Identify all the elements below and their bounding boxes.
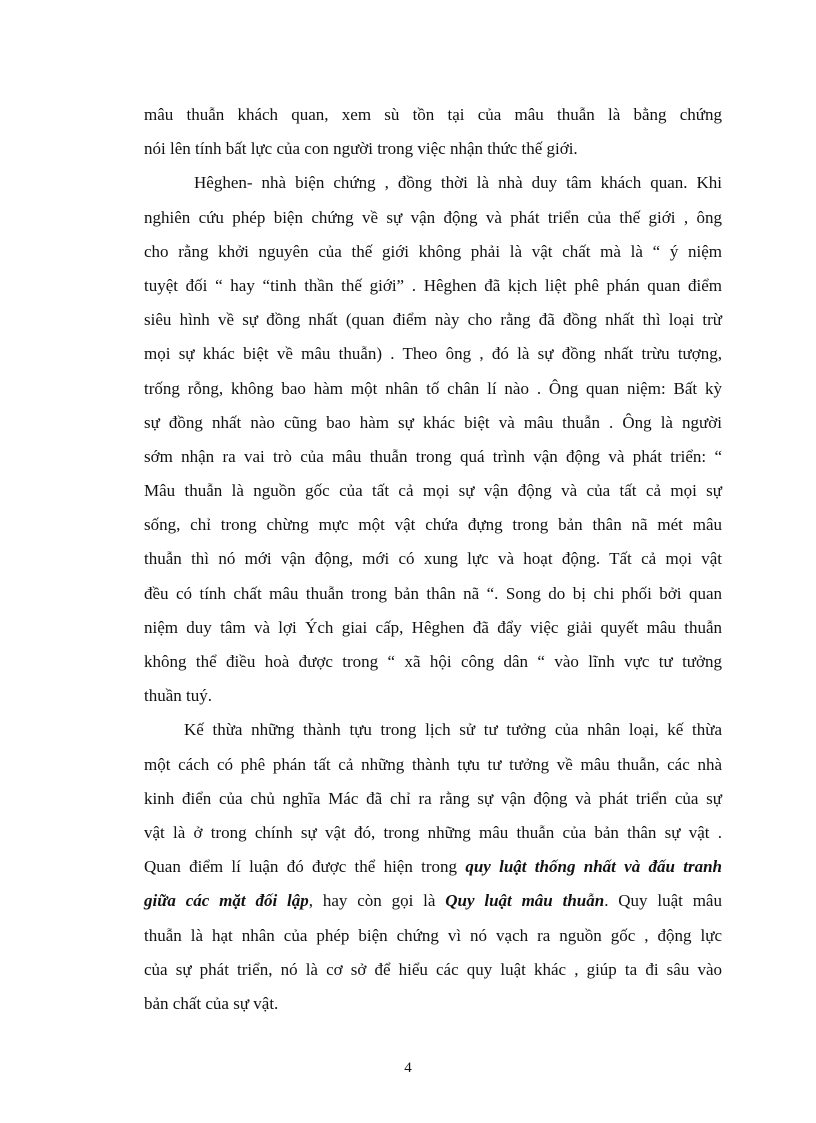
text-run: sống, chỉ trong chừng mực một vật chứa đựng trong bản thân nã mét mâu [144, 515, 722, 535]
text-run: . Quy luật mâu [604, 891, 722, 911]
text-run: bản chất của sự vật. [144, 993, 279, 1013]
text-run: Hêghen- nhà biện chứng , đồng thời là nhà duy tâm khách quan. Khi [194, 173, 722, 193]
text-run: Mâu thuẫn là nguồn gốc của tất cả mọi sự vận động và của tất cả mọi sự [144, 481, 722, 501]
text-line [144, 269, 722, 303]
text-line [144, 748, 722, 782]
text-run: đều có tính chất mâu thuẫn trong bản thân nã “. Song do bị chi phối bởi quan [144, 583, 722, 603]
text-run: , hay còn gọi là [308, 891, 446, 911]
text-line [144, 884, 722, 918]
text-run: thuẫn thì nó mới vận động, mới có xung lực và hoạt động. Tất cả mọi vật [144, 549, 722, 569]
text-line [144, 645, 722, 679]
text-line [144, 235, 722, 269]
text-line [144, 782, 722, 816]
text-run: siêu hình về sự đồng nhất (quan điểm này cho rằng đã đồng nhất thì loại trừ [144, 310, 722, 330]
text-line [144, 953, 722, 987]
text-line [144, 816, 722, 850]
text-line [144, 542, 722, 576]
text-line [144, 611, 722, 645]
text-line [144, 713, 722, 747]
text-line [144, 303, 722, 337]
text-run: niệm duy tâm và lợi Ých giai cấp, Hêghen đã đẩy việc giải quyết mâu thuẫn [144, 617, 722, 637]
text-run: mọi sự khác biệt về mâu thuẫn) . Theo ông , đó là sự đồng nhất trừu tượng, [144, 344, 722, 364]
paragraph [144, 98, 722, 166]
text-run: Quan điểm lí luận đó được thể hiện trong [144, 857, 466, 877]
text-run: Kế thừa những thành tựu trong lịch sử tư tưởng của nhân loại, kế thừa [184, 720, 722, 740]
text-run: sự đồng nhất nào cũng bao hàm sự khác biệt và mâu thuẫn . Ông là người [144, 412, 722, 432]
text-line [144, 474, 722, 508]
text-run: của sự phát triển, nó là cơ sở để hiểu các quy luật khác , giúp ta đi sâu vào [144, 959, 722, 979]
text-line [144, 337, 722, 371]
text-run: nói lên tính bất lực của con người trong việc nhận thức thế giới. [144, 139, 578, 159]
text-line [144, 919, 722, 953]
text-line [144, 201, 722, 235]
page-number: 4 [404, 1060, 412, 1076]
text-line [144, 406, 722, 440]
text-run: mâu thuẫn khách quan, xem sù tồn tại của mâu thuẫn là bằng chứng [144, 105, 722, 124]
emphasis-text: giữa các mặt đối lập [144, 891, 309, 911]
text-line [144, 508, 722, 542]
text-run: không thể điều hoà được trong “ xã hội công dân “ vào lĩnh vực tư tưởng [144, 652, 722, 671]
text-line [144, 132, 722, 166]
text-line [144, 98, 722, 132]
emphasis-text: quy luật thống nhất và đấu tranh [465, 857, 722, 877]
text-line [144, 577, 722, 611]
text-run: kinh điển của chủ nghĩa Mác đã chỉ ra rằng sự vận động và phát triển của sự [144, 788, 722, 808]
text-run: tuyệt đối “ hay “tinh thần thế giới” . Hêghen đã kịch liệt phê phán quan điểm [144, 275, 722, 295]
text-run: thuẫn là hạt nhân của phép biện chứng vì nó vạch ra nguồn gốc , động lực [144, 925, 722, 945]
text-run: sớm nhận ra vai trò của mâu thuẫn trong quá trình vận động và phát triển: “ [144, 446, 722, 466]
text-run: nghiên cứu phép biện chứng về sự vận động và phát triển của thế giới , ông [144, 207, 722, 227]
text-line [144, 440, 722, 474]
text-line [144, 372, 722, 406]
text-run: cho rằng khởi nguyên của thế giới không phải là vật chất mà là “ ý niệm [144, 241, 722, 261]
emphasis-text: Quy luật mâu thuẫn [445, 891, 605, 911]
paragraph [144, 166, 722, 713]
text-line [144, 987, 722, 1021]
document-body [144, 98, 722, 1021]
text-line [144, 679, 722, 713]
paragraph [144, 713, 722, 1021]
text-run: trống rỗng, không bao hàm một nhân tố chân lí nào . Ông quan niệm: Bất kỳ [144, 378, 722, 398]
text-run: thuần tuý. [144, 686, 212, 706]
text-run: một cách có phê phán tất cả những thành tựu tư tưởng về mâu thuẫn, các nhà [144, 754, 722, 774]
text-line [144, 850, 722, 884]
text-line [144, 166, 722, 200]
text-run: vật là ở trong chính sự vật đó, trong những mâu thuẫn của bản thân sự vật . [144, 822, 722, 842]
